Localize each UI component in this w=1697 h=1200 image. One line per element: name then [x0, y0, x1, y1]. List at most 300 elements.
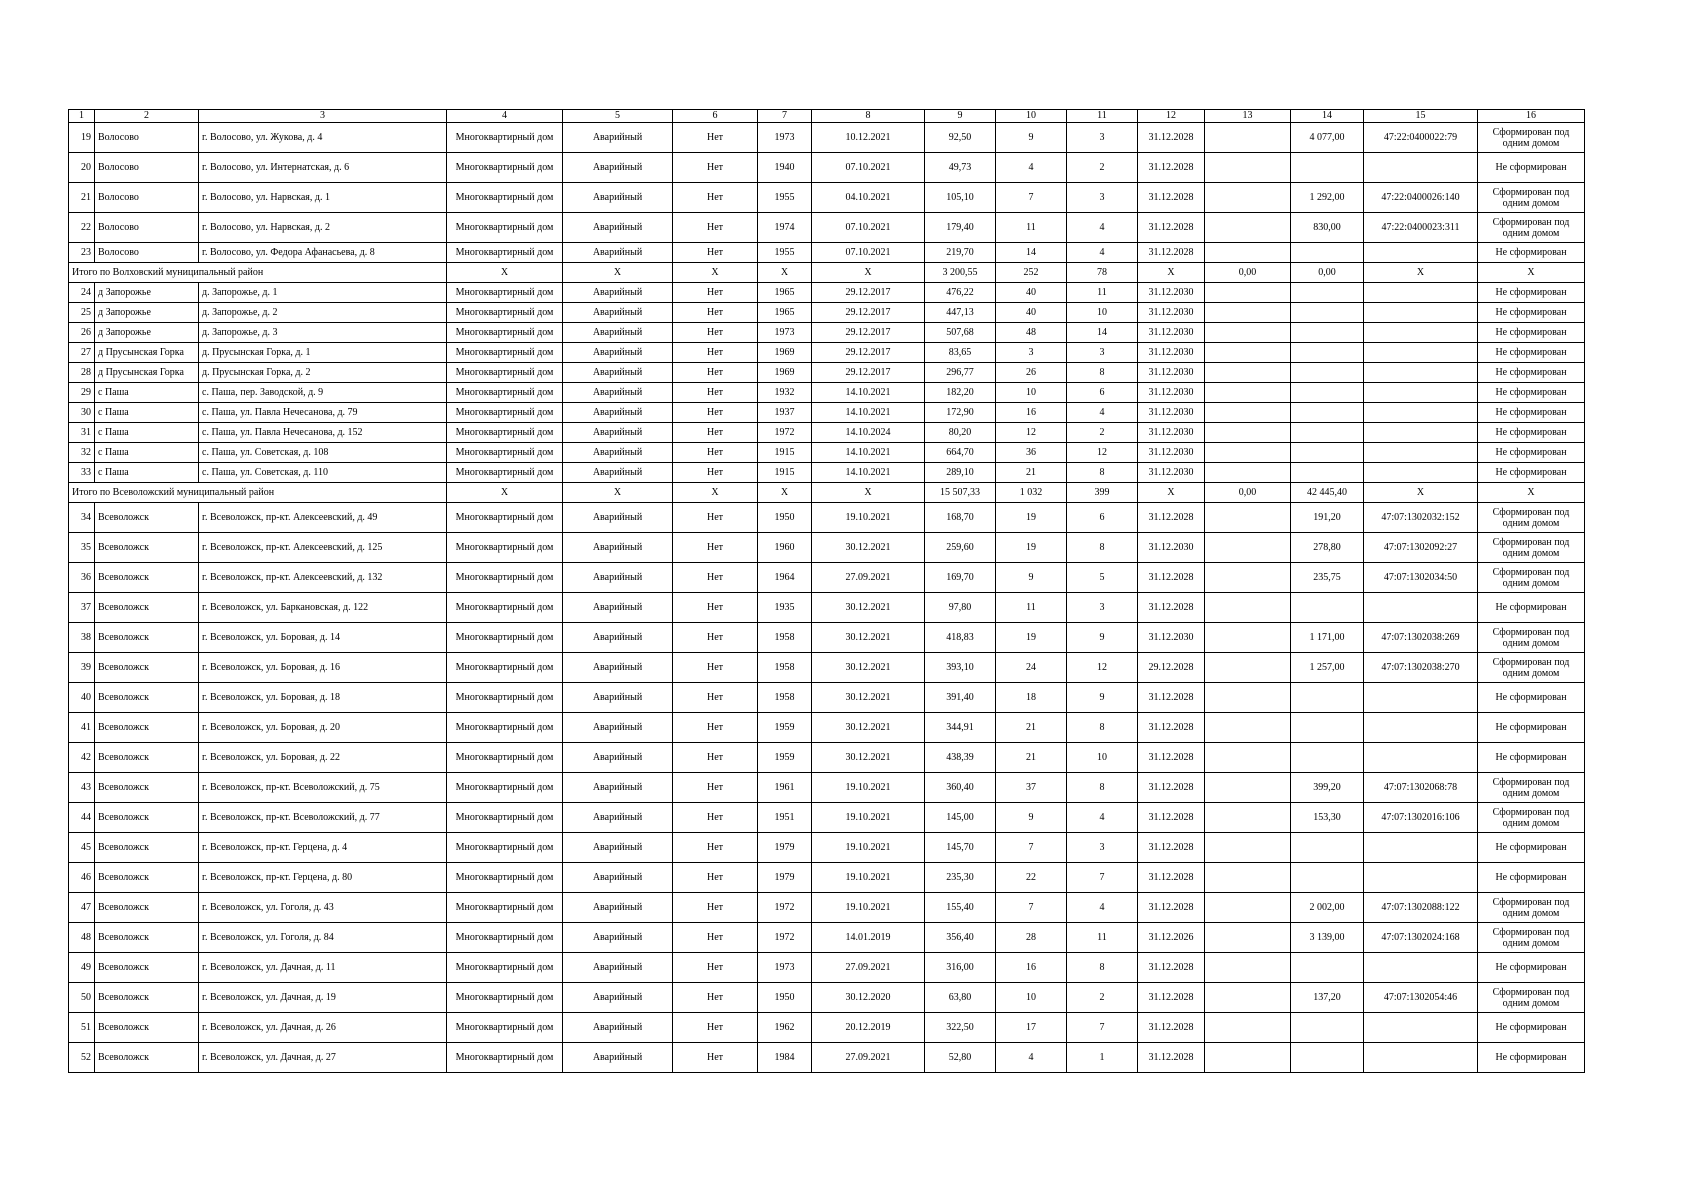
total-cell: X — [1364, 483, 1478, 503]
table-cell: Всеволожск — [95, 713, 199, 743]
table-cell: г. Всеволожск, ул. Боровая, д. 18 — [199, 683, 447, 713]
table-cell: 25 — [69, 303, 95, 323]
table-cell — [1291, 283, 1364, 303]
table-cell: г. Всеволожск, пр-кт. Алексеевский, д. 49 — [199, 503, 447, 533]
table-cell: Сформирован под одним домом — [1478, 773, 1585, 803]
table-cell: г. Всеволожск, ул. Баркановская, д. 122 — [199, 593, 447, 623]
table-cell: Аварийный — [563, 403, 673, 423]
table-cell — [1205, 383, 1291, 403]
table-cell — [1291, 1013, 1364, 1043]
table-cell — [1205, 533, 1291, 563]
table-cell: 8 — [1067, 773, 1138, 803]
table-cell: 40 — [996, 303, 1067, 323]
table-cell: Аварийный — [563, 213, 673, 243]
table-cell: 36 — [69, 563, 95, 593]
table-cell: Многоквартирный дом — [447, 213, 563, 243]
table-cell: 49,73 — [925, 153, 996, 183]
table-row — [69, 423, 1585, 443]
table-cell: 10 — [1067, 303, 1138, 323]
table-cell: 29.12.2017 — [812, 303, 925, 323]
table-cell: с. Паша, ул. Советская, д. 110 — [199, 463, 447, 483]
table-cell: 07.10.2021 — [812, 153, 925, 183]
table-cell: Нет — [673, 283, 758, 303]
table-cell: Всеволожск — [95, 893, 199, 923]
table-cell — [1205, 563, 1291, 593]
table-row — [69, 343, 1585, 363]
table-row — [69, 123, 1585, 153]
table-cell: 51 — [69, 1013, 95, 1043]
table-cell: Всеволожск — [95, 1013, 199, 1043]
table-row — [69, 153, 1585, 183]
table-cell — [1291, 363, 1364, 383]
column-number-cell: 5 — [563, 110, 673, 123]
table-cell: 31.12.2028 — [1138, 803, 1205, 833]
table-cell: д Запорожье — [95, 323, 199, 343]
total-cell: X — [673, 263, 758, 283]
column-number-cell: 9 — [925, 110, 996, 123]
table-cell: 1965 — [758, 283, 812, 303]
table-cell: Всеволожск — [95, 803, 199, 833]
total-cell: 3 200,55 — [925, 263, 996, 283]
table-cell: с. Паша, ул. Советская, д. 108 — [199, 443, 447, 463]
table-row — [69, 803, 1585, 833]
table-cell: 27.09.2021 — [812, 1043, 925, 1073]
table-cell: Аварийный — [563, 383, 673, 403]
table-cell — [1364, 303, 1478, 323]
table-cell — [1364, 593, 1478, 623]
table-cell: Нет — [673, 683, 758, 713]
table-cell: 172,90 — [925, 403, 996, 423]
table-cell — [1205, 463, 1291, 483]
table-cell: Сформирован под одним домом — [1478, 503, 1585, 533]
column-number-cell: 14 — [1291, 110, 1364, 123]
table-cell: 10.12.2021 — [812, 123, 925, 153]
table-cell: 137,20 — [1291, 983, 1364, 1013]
table-cell — [1205, 123, 1291, 153]
table-cell: 31.12.2028 — [1138, 713, 1205, 743]
table-cell: Многоквартирный дом — [447, 923, 563, 953]
table-cell: Аварийный — [563, 343, 673, 363]
table-cell: 169,70 — [925, 563, 996, 593]
total-cell: X — [1478, 263, 1585, 283]
table-cell: 22 — [69, 213, 95, 243]
table-cell: 45 — [69, 833, 95, 863]
table-cell: 80,20 — [925, 423, 996, 443]
total-row — [69, 483, 1585, 503]
table-cell — [1291, 383, 1364, 403]
table-cell: г. Волосово, ул. Жукова, д. 4 — [199, 123, 447, 153]
table-cell: г. Всеволожск, ул. Боровая, д. 14 — [199, 623, 447, 653]
table-cell: Нет — [673, 383, 758, 403]
total-cell: X — [447, 263, 563, 283]
table-cell: 4 — [1067, 803, 1138, 833]
table-cell: Нет — [673, 1013, 758, 1043]
table-cell: 1932 — [758, 383, 812, 403]
table-cell: г. Всеволожск, ул. Дачная, д. 11 — [199, 953, 447, 983]
table-cell: 31.12.2028 — [1138, 833, 1205, 863]
table-cell: с. Паша, пер. Заводской, д. 9 — [199, 383, 447, 403]
table-cell: 29.12.2017 — [812, 363, 925, 383]
table-cell: 29.12.2017 — [812, 323, 925, 343]
table-cell: 9 — [996, 803, 1067, 833]
table-cell — [1291, 303, 1364, 323]
table-cell: 1 257,00 — [1291, 653, 1364, 683]
table-cell — [1205, 503, 1291, 533]
column-number-cell: 4 — [447, 110, 563, 123]
table-cell: 19.10.2021 — [812, 863, 925, 893]
total-cell: 1 032 — [996, 483, 1067, 503]
table-cell: 31.12.2030 — [1138, 383, 1205, 403]
table-cell: 29.12.2017 — [812, 343, 925, 363]
table-cell: 39 — [69, 653, 95, 683]
table-cell — [1205, 213, 1291, 243]
table-cell: 30 — [69, 403, 95, 423]
table-cell: 7 — [996, 183, 1067, 213]
table-cell: Аварийный — [563, 893, 673, 923]
table-cell: 1940 — [758, 153, 812, 183]
table-cell: г. Волосово, ул. Интернатская, д. 6 — [199, 153, 447, 183]
table-cell: Аварийный — [563, 833, 673, 863]
table-cell: 24 — [69, 283, 95, 303]
table-cell: д. Прусынская Горка, д. 1 — [199, 343, 447, 363]
table-cell: Нет — [673, 863, 758, 893]
table-cell: Сформирован под одним домом — [1478, 653, 1585, 683]
table-cell: 7 — [1067, 1013, 1138, 1043]
table-cell: 10 — [1067, 743, 1138, 773]
table-cell: 49 — [69, 953, 95, 983]
total-cell: X — [563, 263, 673, 283]
table-cell: Аварийный — [563, 743, 673, 773]
table-cell: Нет — [673, 423, 758, 443]
table-cell — [1205, 743, 1291, 773]
table-row — [69, 303, 1585, 323]
table-cell: 507,68 — [925, 323, 996, 343]
table-cell: 35 — [69, 533, 95, 563]
table-cell: 1959 — [758, 743, 812, 773]
table-cell: г. Всеволожск, пр-кт. Алексеевский, д. 132 — [199, 563, 447, 593]
table-cell: д Прусынская Горка — [95, 343, 199, 363]
table-cell: 47 — [69, 893, 95, 923]
table-cell: 11 — [1067, 283, 1138, 303]
table-cell: 26 — [69, 323, 95, 343]
table-cell: Многоквартирный дом — [447, 123, 563, 153]
table-cell — [1291, 713, 1364, 743]
table-cell: д. Прусынская Горка, д. 2 — [199, 363, 447, 383]
table-cell: Не сформирован — [1478, 423, 1585, 443]
table-cell: Аварийный — [563, 563, 673, 593]
table-cell — [1364, 713, 1478, 743]
table-cell: Многоквартирный дом — [447, 833, 563, 863]
table-cell: 8 — [1067, 953, 1138, 983]
table-cell: Нет — [673, 833, 758, 863]
table-cell — [1364, 743, 1478, 773]
table-cell: 14.10.2021 — [812, 463, 925, 483]
table-cell: 47:07:1302092:27 — [1364, 533, 1478, 563]
table-cell: д. Запорожье, д. 1 — [199, 283, 447, 303]
table-cell: 1935 — [758, 593, 812, 623]
total-label: Итого по Всеволожский муниципальный район — [69, 483, 447, 503]
table-cell: 41 — [69, 713, 95, 743]
table-cell: 1950 — [758, 983, 812, 1013]
table-cell: Нет — [673, 593, 758, 623]
total-cell: 252 — [996, 263, 1067, 283]
table-cell: 9 — [1067, 683, 1138, 713]
table-cell: 316,00 — [925, 953, 996, 983]
table-cell: Нет — [673, 443, 758, 463]
table-cell: Сформирован под одним домом — [1478, 623, 1585, 653]
table-cell: 18 — [996, 683, 1067, 713]
table-cell: 21 — [996, 743, 1067, 773]
table-cell: Не сформирован — [1478, 323, 1585, 343]
table-cell — [1205, 953, 1291, 983]
table-cell: с Паша — [95, 423, 199, 443]
table-cell: 168,70 — [925, 503, 996, 533]
table-cell: 31.12.2030 — [1138, 623, 1205, 653]
table-cell: 31.12.2030 — [1138, 323, 1205, 343]
table-cell — [1205, 593, 1291, 623]
table-cell: 9 — [996, 563, 1067, 593]
table-cell: Нет — [673, 213, 758, 243]
table-cell: 830,00 — [1291, 213, 1364, 243]
table-cell: 10 — [996, 983, 1067, 1013]
table-cell: 4 077,00 — [1291, 123, 1364, 153]
table-cell: 19 — [996, 533, 1067, 563]
table-cell: 31.12.2028 — [1138, 683, 1205, 713]
table-cell: г. Всеволожск, ул. Боровая, д. 22 — [199, 743, 447, 773]
table-cell: 97,80 — [925, 593, 996, 623]
table-cell: 3 — [1067, 833, 1138, 863]
table-cell: 2 — [1067, 423, 1138, 443]
table-cell: Аварийный — [563, 323, 673, 343]
table-cell: Всеволожск — [95, 503, 199, 533]
table-cell: Волосово — [95, 153, 199, 183]
table-cell: 11 — [996, 593, 1067, 623]
table-cell: 19 — [69, 123, 95, 153]
table-cell: Аварийный — [563, 863, 673, 893]
table-cell: 21 — [996, 713, 1067, 743]
table-cell: Не сформирован — [1478, 683, 1585, 713]
table-cell — [1364, 833, 1478, 863]
table-cell — [1291, 323, 1364, 343]
table-cell: 31.12.2030 — [1138, 303, 1205, 323]
table-cell: 344,91 — [925, 713, 996, 743]
table-cell: Многоквартирный дом — [447, 533, 563, 563]
table-cell — [1364, 323, 1478, 343]
table-cell: 22 — [996, 863, 1067, 893]
table-cell: 3 — [1067, 343, 1138, 363]
table-cell — [1205, 773, 1291, 803]
table-cell: 1955 — [758, 183, 812, 213]
table-cell — [1364, 243, 1478, 263]
total-cell: X — [758, 263, 812, 283]
total-cell: X — [1138, 483, 1205, 503]
table-cell: 11 — [996, 213, 1067, 243]
table-cell: 47:07:1302054:46 — [1364, 983, 1478, 1013]
table-cell: Не сформирован — [1478, 403, 1585, 423]
table-cell: 296,77 — [925, 363, 996, 383]
table-cell: Не сформирован — [1478, 743, 1585, 773]
table-cell: 1984 — [758, 1043, 812, 1073]
table-cell: 47:22:0400026:140 — [1364, 183, 1478, 213]
table-cell — [1291, 833, 1364, 863]
table-cell: 2 — [1067, 983, 1138, 1013]
table-cell — [1205, 983, 1291, 1013]
total-cell: X — [447, 483, 563, 503]
table-cell: Не сформирован — [1478, 343, 1585, 363]
table-cell: 1979 — [758, 833, 812, 863]
table-cell: 31.12.2028 — [1138, 893, 1205, 923]
table-cell: 19 — [996, 623, 1067, 653]
table-cell: 8 — [1067, 463, 1138, 483]
table-cell: Многоквартирный дом — [447, 863, 563, 893]
table-cell — [1364, 683, 1478, 713]
total-cell: X — [1364, 263, 1478, 283]
table-row — [69, 503, 1585, 533]
table-cell — [1205, 713, 1291, 743]
table-cell: Многоквартирный дом — [447, 563, 563, 593]
table-cell: Всеволожск — [95, 653, 199, 683]
table-cell: Нет — [673, 323, 758, 343]
table-cell: 1958 — [758, 623, 812, 653]
table-cell: 1958 — [758, 683, 812, 713]
table-cell: 1972 — [758, 893, 812, 923]
table-cell: Аварийный — [563, 303, 673, 323]
table-cell: 1 171,00 — [1291, 623, 1364, 653]
column-number-cell: 8 — [812, 110, 925, 123]
table-cell: г. Волосово, ул. Федора Афанасьева, д. 8 — [199, 243, 447, 263]
table-cell: 31.12.2028 — [1138, 863, 1205, 893]
table-cell: 31.12.2028 — [1138, 743, 1205, 773]
table-cell: 4 — [1067, 893, 1138, 923]
table-cell: 7 — [996, 893, 1067, 923]
table-cell: 2 002,00 — [1291, 893, 1364, 923]
table-cell — [1205, 403, 1291, 423]
table-cell: с. Паша, ул. Павла Нечесанова, д. 152 — [199, 423, 447, 443]
table-cell: 3 — [1067, 593, 1138, 623]
table-cell: 31.12.2028 — [1138, 1043, 1205, 1073]
table-cell: Многоквартирный дом — [447, 443, 563, 463]
table-cell: 476,22 — [925, 283, 996, 303]
table-cell: г. Всеволожск, пр-кт. Герцена, д. 4 — [199, 833, 447, 863]
table-row — [69, 213, 1585, 243]
table-cell: 8 — [1067, 533, 1138, 563]
table-cell: Не сформирован — [1478, 303, 1585, 323]
table-cell: 20 — [69, 153, 95, 183]
column-number-cell: 10 — [996, 110, 1067, 123]
table-cell: 14.10.2021 — [812, 443, 925, 463]
table-cell: Всеволожск — [95, 923, 199, 953]
table-cell: Нет — [673, 183, 758, 213]
table-cell: Всеволожск — [95, 1043, 199, 1073]
table-cell: Сформирован под одним домом — [1478, 803, 1585, 833]
table-cell: Многоквартирный дом — [447, 1013, 563, 1043]
table-cell: Аварийный — [563, 923, 673, 953]
table-cell: Аварийный — [563, 363, 673, 383]
table-cell: 1959 — [758, 713, 812, 743]
total-cell: 42 445,40 — [1291, 483, 1364, 503]
table-cell: Аварийный — [563, 1043, 673, 1073]
column-number-cell: 1 — [69, 110, 95, 123]
table-cell: 21 — [69, 183, 95, 213]
table-cell: 63,80 — [925, 983, 996, 1013]
table-cell — [1291, 463, 1364, 483]
table-cell: 3 — [996, 343, 1067, 363]
table-cell: г. Волосово, ул. Нарвская, д. 2 — [199, 213, 447, 243]
table-cell: 31.12.2028 — [1138, 953, 1205, 983]
total-cell: X — [1478, 483, 1585, 503]
table-row — [69, 463, 1585, 483]
table-cell: 28 — [996, 923, 1067, 953]
table-cell: Нет — [673, 713, 758, 743]
table-cell: 27.09.2021 — [812, 563, 925, 593]
table-row — [69, 863, 1585, 893]
table-cell: Многоквартирный дом — [447, 343, 563, 363]
table-cell: 31.12.2028 — [1138, 983, 1205, 1013]
table-cell: Аварийный — [563, 593, 673, 623]
table-cell: 31.12.2030 — [1138, 363, 1205, 383]
table-row — [69, 563, 1585, 593]
table-cell: 447,13 — [925, 303, 996, 323]
table-cell: 47:07:1302038:269 — [1364, 623, 1478, 653]
total-cell: 0,00 — [1205, 263, 1291, 283]
table-cell: 31.12.2028 — [1138, 243, 1205, 263]
table-cell — [1364, 403, 1478, 423]
table-cell: Всеволожск — [95, 593, 199, 623]
table-cell: 31.12.2030 — [1138, 443, 1205, 463]
table-cell — [1291, 683, 1364, 713]
table-cell: 47:07:1302088:122 — [1364, 893, 1478, 923]
table-cell: 1973 — [758, 323, 812, 343]
total-cell: X — [1138, 263, 1205, 283]
table-cell — [1205, 893, 1291, 923]
table-cell — [1205, 363, 1291, 383]
table-cell — [1205, 1013, 1291, 1043]
table-cell: 31.12.2026 — [1138, 923, 1205, 953]
table-cell — [1364, 423, 1478, 443]
table-cell: 44 — [69, 803, 95, 833]
table-cell: Сформирован под одним домом — [1478, 923, 1585, 953]
table-cell: 37 — [996, 773, 1067, 803]
total-row — [69, 263, 1585, 283]
table-cell: 9 — [996, 123, 1067, 153]
table-cell: 31.12.2028 — [1138, 1013, 1205, 1043]
table-cell: Нет — [673, 343, 758, 363]
table-cell: Нет — [673, 983, 758, 1013]
table-cell: 145,70 — [925, 833, 996, 863]
table-cell — [1364, 863, 1478, 893]
table-cell: 1965 — [758, 303, 812, 323]
table-cell: с Паша — [95, 403, 199, 423]
table-cell: Не сформирован — [1478, 443, 1585, 463]
table-cell: Не сформирован — [1478, 363, 1585, 383]
table-cell: г. Всеволожск, пр-кт. Всеволожский, д. 77 — [199, 803, 447, 833]
table-cell: Многоквартирный дом — [447, 803, 563, 833]
table-cell: 31.12.2030 — [1138, 463, 1205, 483]
table-cell: 1915 — [758, 463, 812, 483]
table-cell: Нет — [673, 153, 758, 183]
table-cell: 179,40 — [925, 213, 996, 243]
table-cell: 3 — [1067, 183, 1138, 213]
table-cell: Сформирован под одним домом — [1478, 123, 1585, 153]
table-cell: 235,30 — [925, 863, 996, 893]
table-cell: 31.12.2028 — [1138, 593, 1205, 623]
table-cell: 30.12.2021 — [812, 713, 925, 743]
table-cell: 31.12.2030 — [1138, 283, 1205, 303]
table-cell: Нет — [673, 303, 758, 323]
table-cell: д Прусынская Горка — [95, 363, 199, 383]
table-cell: Многоквартирный дом — [447, 683, 563, 713]
table-cell: 31.12.2030 — [1138, 403, 1205, 423]
